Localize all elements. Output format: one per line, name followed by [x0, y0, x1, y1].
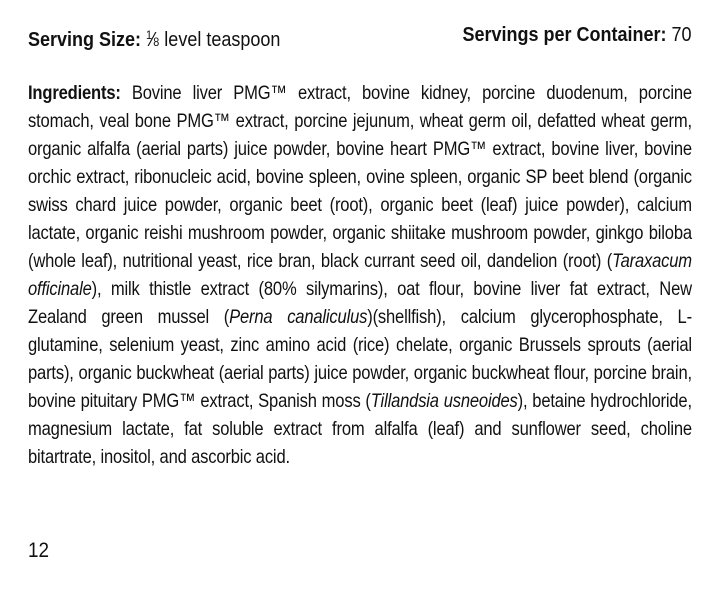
ingredients-label: Ingredients:	[28, 82, 121, 104]
fraction-slash: ⁄	[151, 29, 155, 51]
page-number: 12	[28, 539, 50, 562]
ingredients-paragraph	[28, 79, 692, 471]
servings-per-container	[463, 22, 692, 48]
serving-size	[28, 22, 280, 55]
serving-size-fraction	[146, 29, 159, 51]
servings-per-container-value: 70	[671, 24, 692, 46]
servings-per-container-label: Servings per Container:	[462, 24, 667, 46]
serving-size-label: Serving Size:	[28, 29, 142, 51]
ingredients-text: Bovine liver PMG™ extract, bovine kidney, porcine duodenum, porcine stomach, veal bone PMG™ extract, porcine jejunum, wheat germ oil, defatted wheat germ, organic alfalfa (aerial parts) juice powder, bovine heart PMG™ extract, bovine liver, bovine orchic extract, ribonucleic acid, bovine spleen, ovine spleen, organic SP beet blend (organic swiss chard juice powder, organic beet (root), organic beet (leaf) juice powder), calcium lactate, organic reishi mushroom powder, organic shiitake mushroom powder, ginkgo biloba (whole leaf), nutritional yeast, rice bran, black currant seed oil, dandelion (root) (Taraxacum officinale), milk thistle extract (80% silymarins), oat flour, bovine liver fat extract, New Zealand green mussel (Perna canaliculus)(shellfish), calcium glycerophosphate, L-glutamine, selenium yeast, zinc amino acid (rice) chelate, organic Brussels sprouts (aerial parts), organic buckwheat (aerial parts) juice powder, organic buckwheat flour, porcine brain, bovine pituitary PMG™ extract, Spanish moss (Tillandsia usneoides), betaine hydrochloride, magnesium lactate, fat soluble extract from alfalfa (leaf) and sunflower seed, choline bitartrate, inositol, and ascorbic acid.	[28, 82, 692, 468]
fraction-denominator: 8	[153, 35, 160, 49]
serving-info-row	[28, 22, 692, 51]
serving-size-unit: level teaspoon	[164, 29, 281, 51]
fraction-numerator: 1	[146, 28, 153, 42]
